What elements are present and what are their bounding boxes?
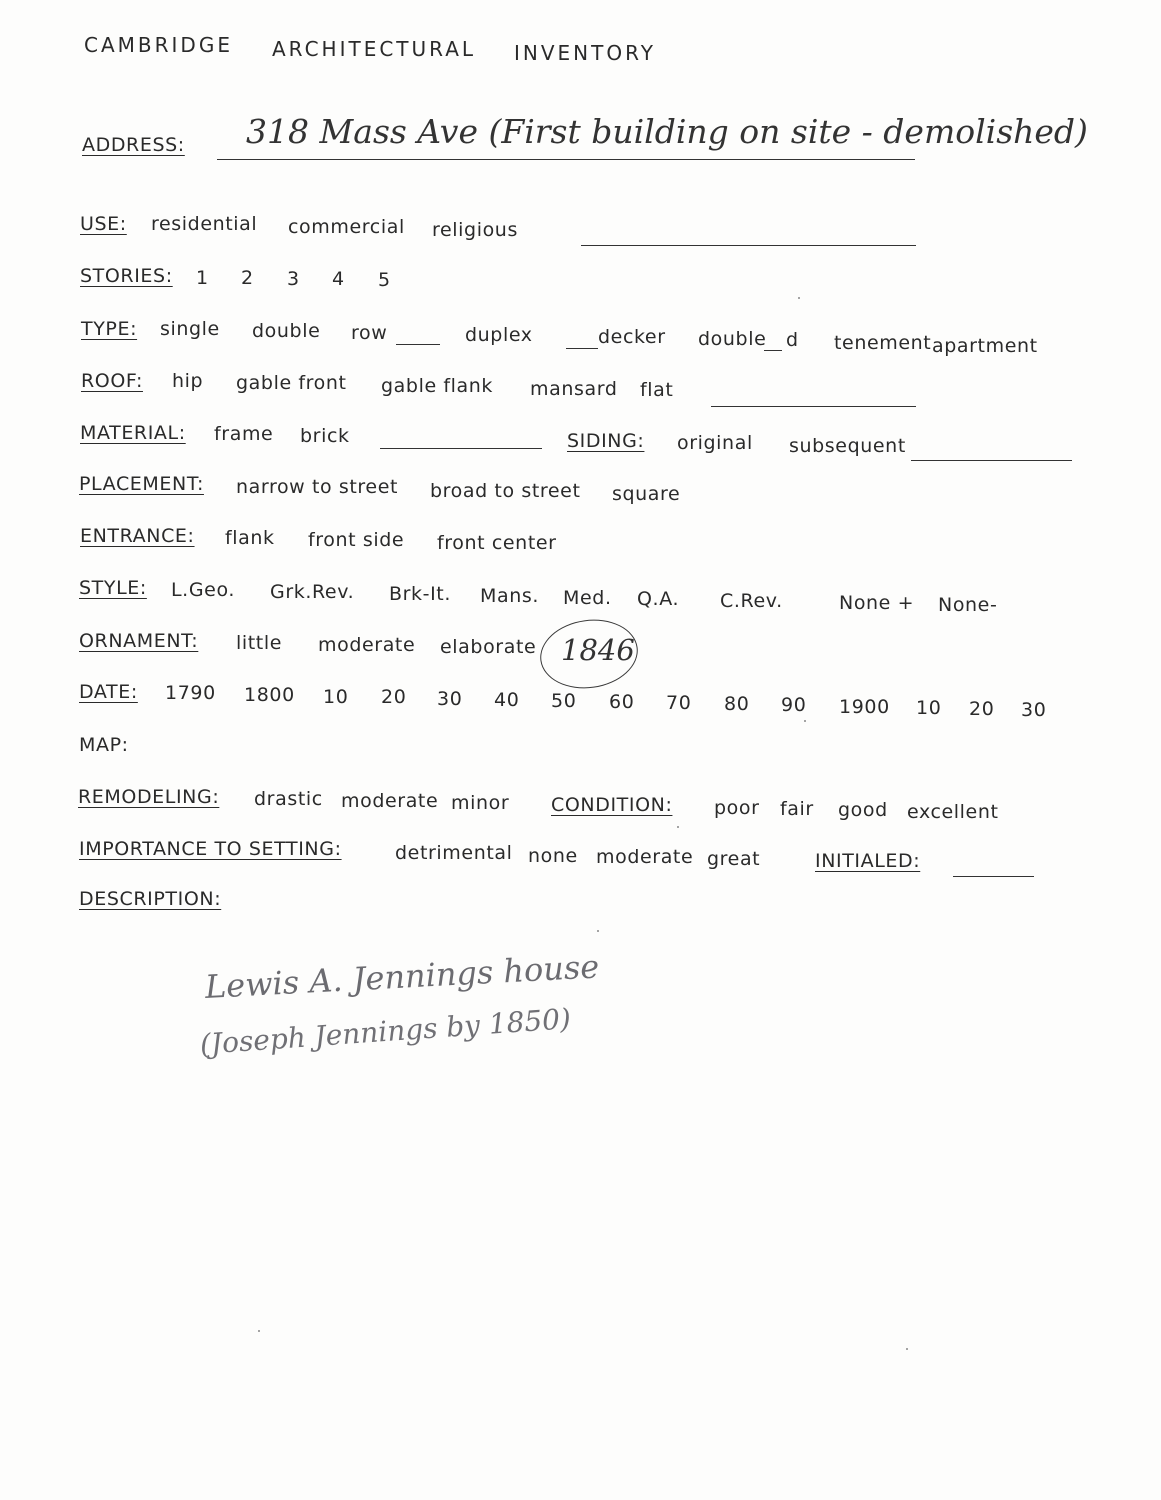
- use-option-commercial: commercial: [288, 216, 405, 238]
- placement-option-narrow: narrow to street: [236, 476, 399, 498]
- date-option-1920: 20: [969, 698, 995, 720]
- initialed-label: INITIALED:: [815, 850, 921, 872]
- remodeling-option-drastic: drastic: [254, 788, 323, 810]
- style-option-med: Med.: [563, 587, 612, 609]
- type-row-blank: [396, 344, 440, 345]
- condition-option-good: good: [838, 799, 888, 821]
- date-option-20: 20: [381, 686, 407, 708]
- style-option-crev: C.Rev.: [720, 590, 783, 612]
- address-handwritten: 318 Mass Ave (First building on site - demolished): [246, 112, 1088, 151]
- date-option-50: 50: [551, 690, 577, 712]
- type-option-decker: decker: [598, 326, 666, 348]
- roof-option-flat: flat: [640, 379, 674, 401]
- date-option-80: 80: [724, 693, 750, 715]
- material-option-brick: brick: [300, 425, 350, 447]
- importance-option-great: great: [707, 848, 761, 870]
- date-option-40: 40: [494, 689, 520, 711]
- placement-option-square: square: [612, 483, 681, 505]
- date-option-1930: 30: [1021, 699, 1047, 721]
- description-handwritten-line-1: Lewis A. Jennings house: [204, 947, 601, 1006]
- ornament-option-elaborate: elaborate: [440, 636, 537, 658]
- date-handwritten: 1846: [561, 633, 635, 667]
- type-option-single: single: [160, 318, 220, 340]
- roof-option-gable-front: gable front: [236, 372, 347, 394]
- type-option-tenement: tenement: [834, 332, 932, 354]
- style-option-grkrev: Grk.Rev.: [270, 581, 355, 603]
- address-line: [217, 159, 915, 160]
- condition-option-excellent: excellent: [907, 801, 999, 823]
- use-label: USE:: [80, 213, 127, 235]
- roof-option-hip: hip: [172, 370, 204, 392]
- roof-option-gable-flank: gable flank: [381, 375, 494, 397]
- importance-option-moderate: moderate: [596, 846, 694, 868]
- remodeling-label: REMODELING:: [78, 786, 220, 808]
- type-option-row: row: [351, 322, 388, 344]
- entrance-option-front-side: front side: [308, 529, 405, 551]
- use-option-religious: religious: [432, 219, 518, 241]
- stories-option-1: 1: [196, 267, 209, 289]
- style-option-brkit: Brk-It.: [389, 583, 451, 605]
- ornament-option-little: little: [236, 632, 283, 654]
- placement-option-broad: broad to street: [430, 480, 581, 502]
- roof-option-mansard: mansard: [530, 378, 618, 400]
- material-other-line: [380, 448, 542, 449]
- entrance-option-flank: flank: [225, 527, 275, 549]
- condition-option-fair: fair: [780, 798, 814, 820]
- date-option-30: 30: [437, 688, 463, 710]
- condition-label: CONDITION:: [551, 794, 673, 816]
- scan-speck: [906, 1348, 908, 1350]
- scan-speck: [677, 826, 679, 828]
- map-label: MAP:: [79, 734, 129, 756]
- ornament-option-moderate: moderate: [318, 634, 416, 656]
- siding-option-original: original: [677, 432, 753, 454]
- form-title-inventory: INVENTORY: [514, 41, 656, 65]
- style-option-lgeo: L.Geo.: [171, 579, 235, 601]
- roof-other-line: [711, 406, 916, 407]
- use-other-line: [581, 245, 916, 246]
- siding-label: SIDING:: [567, 430, 645, 452]
- address-label: ADDRESS:: [82, 134, 185, 156]
- style-option-none-plus: None +: [839, 592, 915, 614]
- type-label: TYPE:: [81, 318, 138, 340]
- date-option-1790: 1790: [165, 682, 216, 704]
- date-option-90: 90: [781, 694, 807, 716]
- type-decker-blank: [566, 348, 598, 349]
- date-option-60: 60: [609, 691, 635, 713]
- stories-label: STORIES:: [80, 265, 173, 287]
- condition-option-poor: poor: [714, 797, 760, 819]
- remodeling-option-moderate: moderate: [341, 790, 439, 812]
- date-option-1900: 1900: [839, 696, 890, 718]
- type-option-double: double: [252, 320, 321, 342]
- importance-option-none: none: [528, 845, 578, 867]
- date-option-1800: 1800: [244, 684, 295, 706]
- style-label: STYLE:: [79, 577, 147, 599]
- importance-option-detrimental: detrimental: [395, 842, 513, 864]
- date-option-1910: 10: [916, 697, 942, 719]
- stories-option-2: 2: [241, 267, 254, 289]
- description-handwritten-line-2: (Joseph Jennings by 1850): [198, 1002, 572, 1061]
- importance-label: IMPORTANCE TO SETTING:: [79, 838, 342, 860]
- type-option-double-d: double: [698, 328, 767, 350]
- scan-speck: [597, 930, 599, 932]
- date-option-10: 10: [323, 686, 349, 708]
- scan-speck: [804, 720, 806, 722]
- siding-option-subsequent: subsequent: [789, 435, 906, 457]
- stories-option-4: 4: [332, 268, 345, 290]
- form-title-cambridge: CAMBRIDGE: [84, 33, 233, 57]
- entrance-option-front-center: front center: [437, 532, 557, 554]
- type-option-duplex: duplex: [465, 324, 533, 346]
- use-option-residential: residential: [151, 213, 258, 235]
- scan-speck: [798, 297, 800, 299]
- date-option-70: 70: [666, 692, 692, 714]
- siding-other-line: [911, 460, 1072, 461]
- material-label: MATERIAL:: [80, 422, 186, 444]
- stories-option-5: 5: [378, 269, 391, 291]
- material-option-frame: frame: [214, 423, 274, 445]
- placement-label: PLACEMENT:: [79, 473, 204, 495]
- style-option-qa: Q.A.: [637, 588, 680, 610]
- form-title-architectural: ARCHITECTURAL: [272, 37, 477, 61]
- roof-label: ROOF:: [81, 370, 143, 392]
- type-double-d-blank: [764, 350, 782, 351]
- initialed-line: [953, 876, 1034, 877]
- date-label: DATE:: [79, 681, 138, 703]
- type-option-d-suffix: d: [786, 329, 799, 351]
- type-option-apartment: apartment: [932, 335, 1038, 357]
- scan-speck: [258, 1330, 260, 1332]
- stories-option-3: 3: [287, 268, 300, 290]
- ornament-label: ORNAMENT:: [79, 630, 199, 652]
- remodeling-option-minor: minor: [451, 792, 510, 814]
- entrance-label: ENTRANCE:: [80, 525, 195, 547]
- style-option-none-minus: None-: [938, 594, 998, 616]
- description-label: DESCRIPTION:: [79, 888, 222, 910]
- style-option-mans: Mans.: [480, 585, 540, 607]
